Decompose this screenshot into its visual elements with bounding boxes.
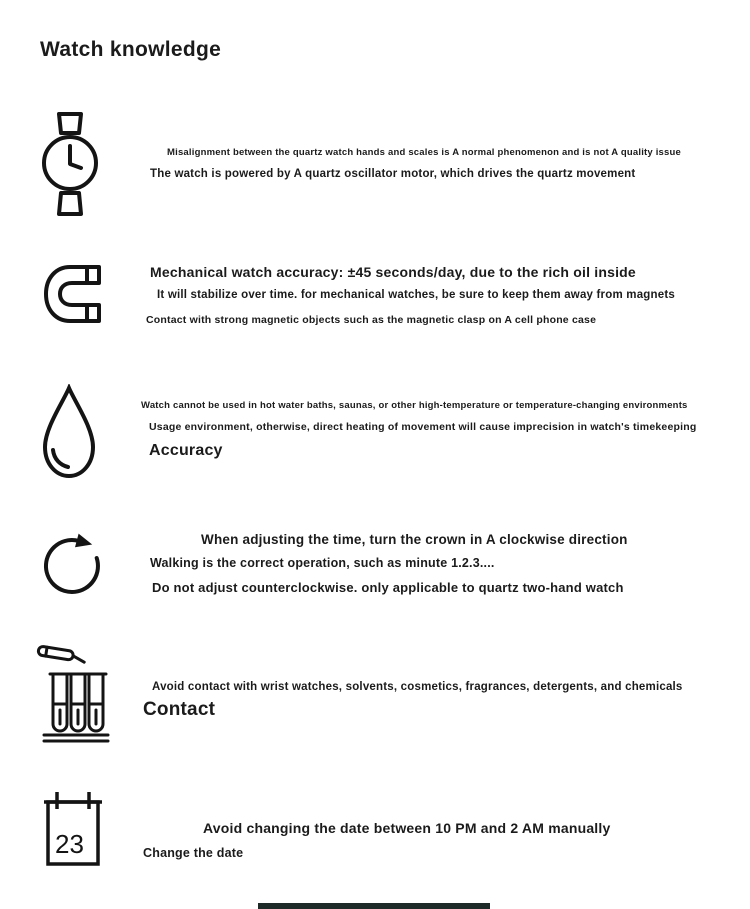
note-line: Avoid changing the date between 10 PM and 2 AM manually bbox=[203, 820, 611, 836]
note-line: Mechanical watch accuracy: ±45 seconds/day, due to the rich oil inside bbox=[150, 264, 636, 280]
section-heading: Contact bbox=[143, 699, 216, 720]
note-line: The watch is powered by A quartz oscillator motor, which drives the quartz movement bbox=[150, 168, 636, 180]
note-line: Contact with strong magnetic objects such as the magnetic clasp on A cell phone case bbox=[146, 314, 597, 326]
magnet-icon bbox=[42, 262, 102, 326]
note-line: Misalignment between the quartz watch hands and scales is A normal phenomenon and is not A quality issue bbox=[167, 147, 682, 158]
calendar-icon bbox=[42, 790, 104, 868]
note-line: Usage environment, otherwise, direct heating of movement will cause imprecision in watch's timekeeping bbox=[149, 421, 697, 433]
page-title: Watch knowledge bbox=[40, 38, 222, 61]
note-line: Change the date bbox=[143, 846, 244, 860]
note-line: Watch cannot be used in hot water baths, saunas, or other high-temperature or temperature-changing environments bbox=[141, 400, 688, 411]
note-line: When adjusting the time, turn the crown in A clockwise direction bbox=[201, 532, 628, 547]
next-section-edge bbox=[258, 903, 490, 909]
note-line: Avoid contact with wrist watches, solvents, cosmetics, fragrances, detergents, and chemicals bbox=[152, 681, 683, 693]
note-line: It will stabilize over time. for mechanical watches, be sure to keep them away from magnets bbox=[157, 289, 675, 301]
calendar-day-number: 23 bbox=[55, 829, 84, 859]
section-heading: Accuracy bbox=[149, 442, 223, 459]
water-drop-icon bbox=[40, 384, 98, 480]
note-line: Walking is the correct operation, such as minute 1.2.3.... bbox=[150, 556, 495, 570]
chemicals-icon bbox=[36, 644, 114, 744]
clockwise-arrow-icon bbox=[40, 518, 106, 602]
note-line: Do not adjust counterclockwise. only applicable to quartz two-hand watch bbox=[152, 580, 624, 595]
watch-icon bbox=[38, 112, 102, 216]
